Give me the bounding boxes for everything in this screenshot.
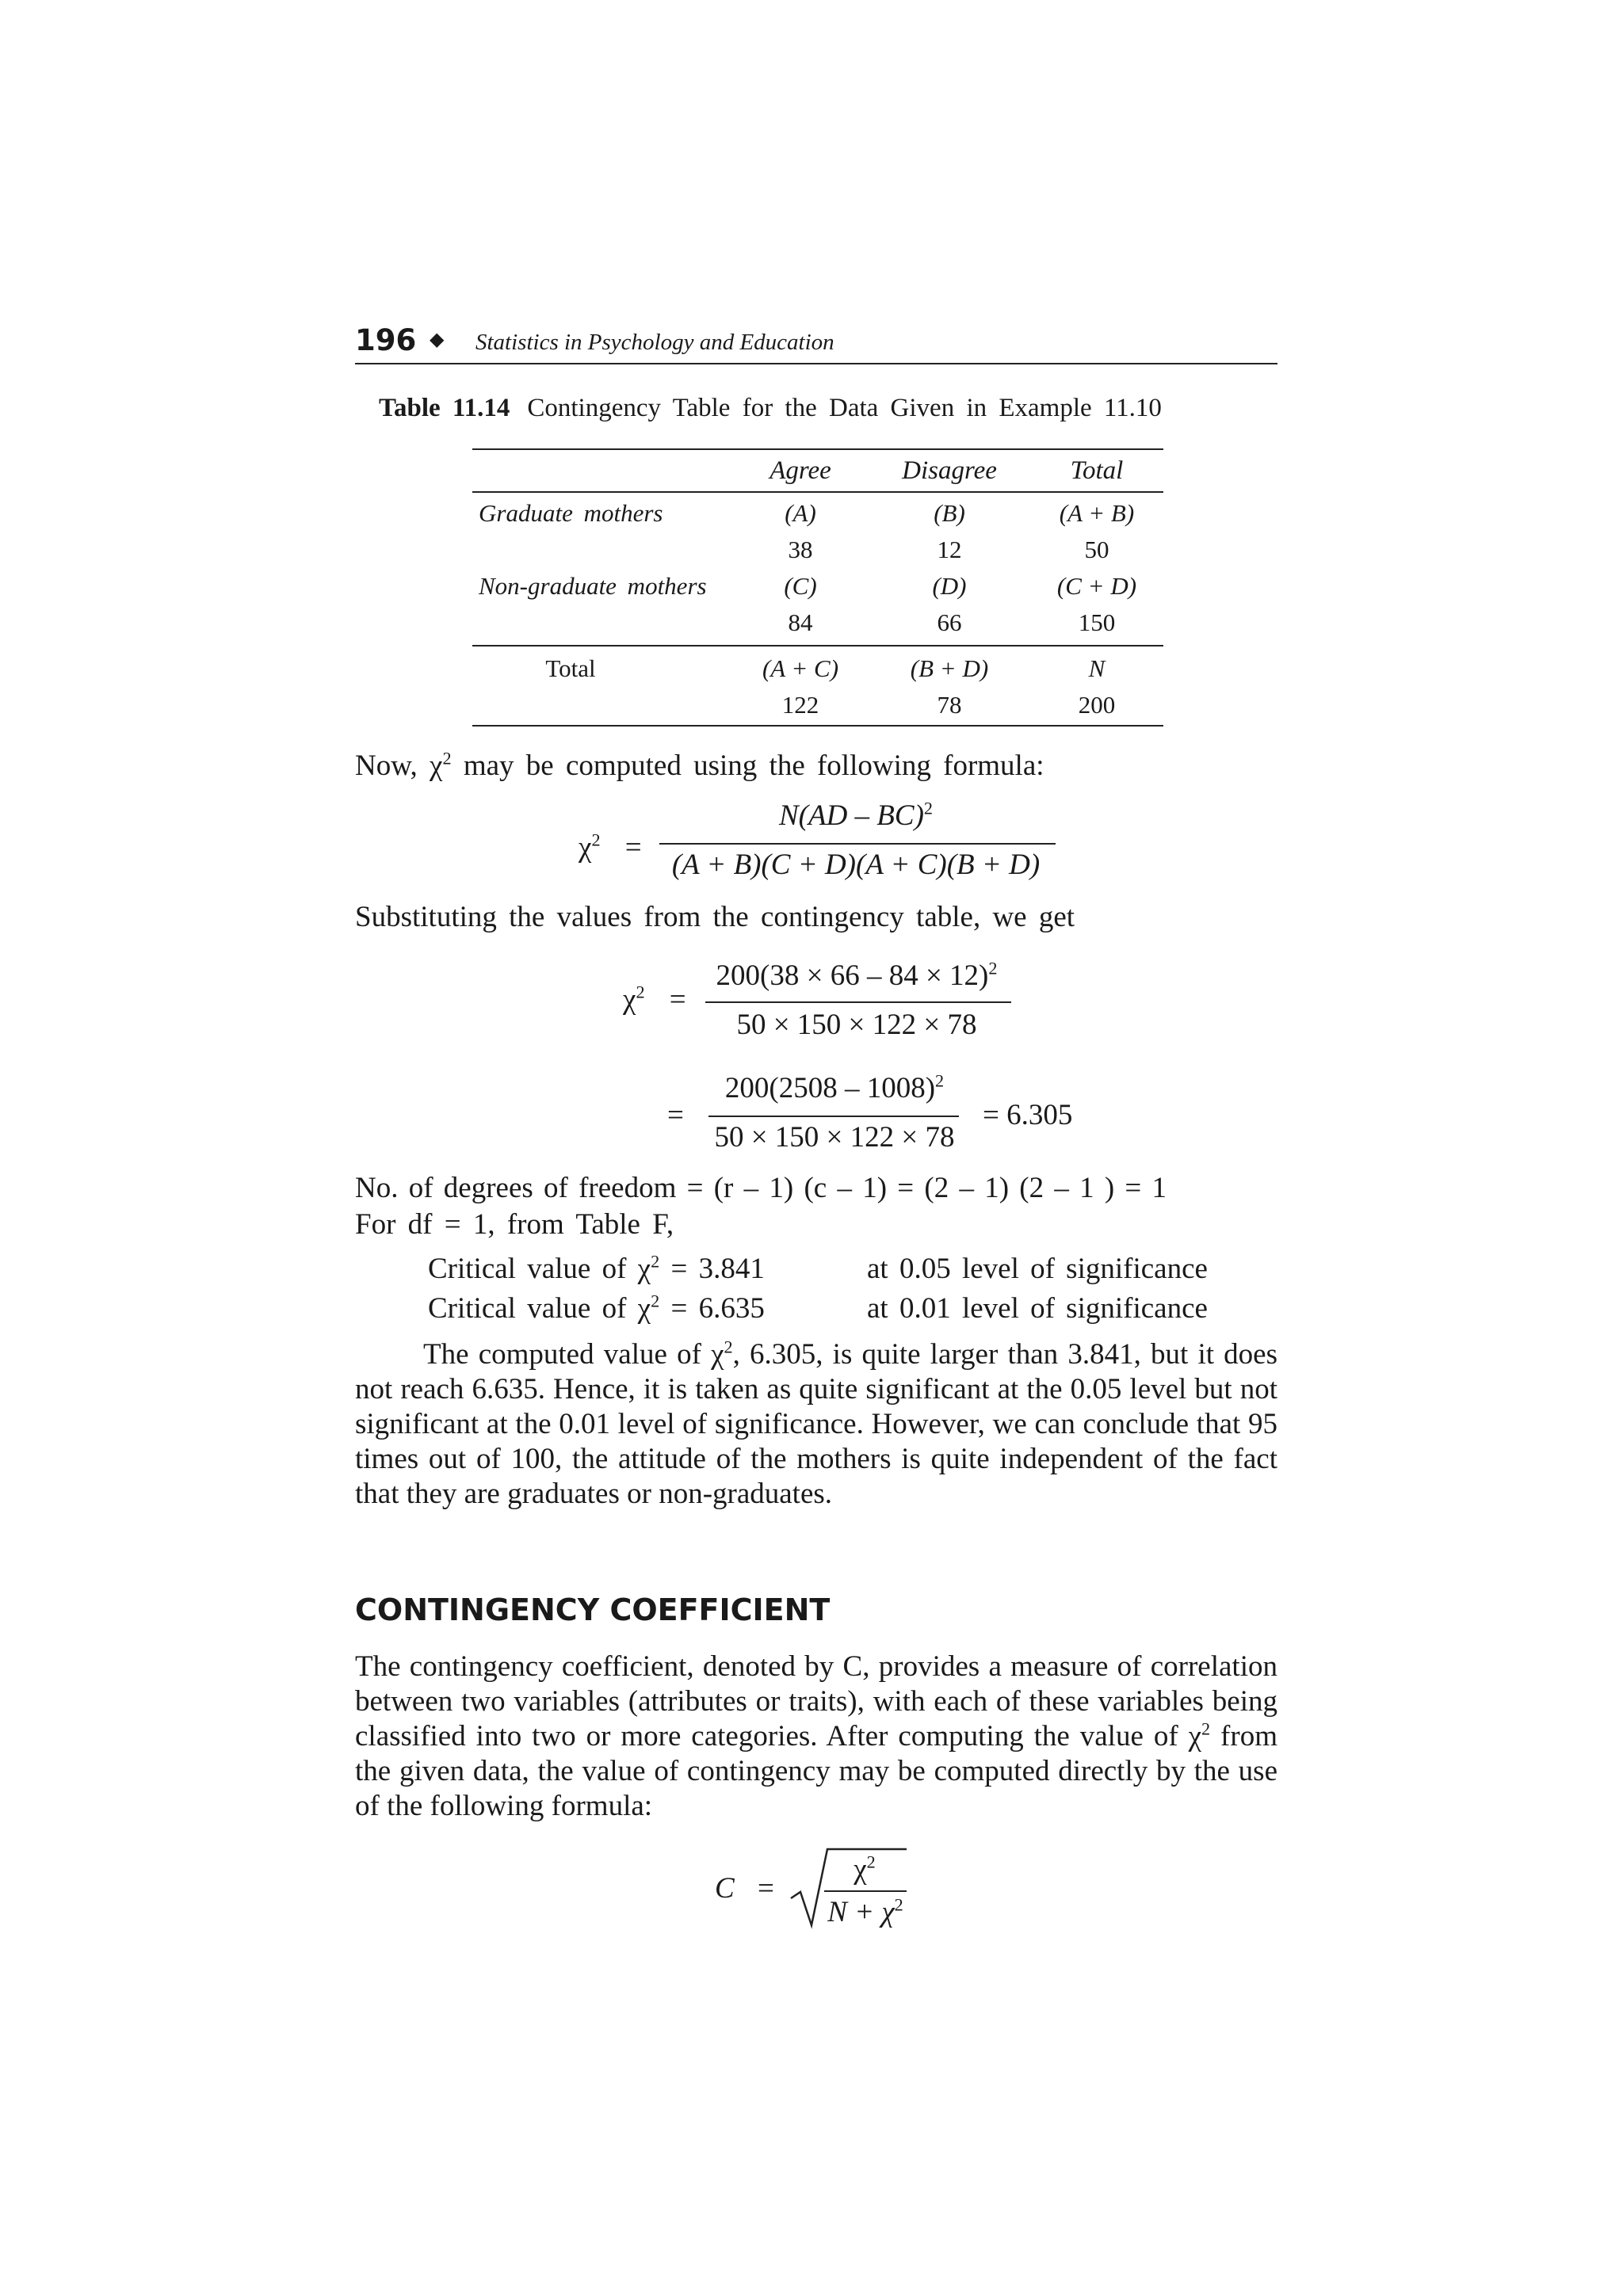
table-cell: 12 [937, 536, 962, 563]
table-cell: 122 [781, 691, 819, 719]
table-cell: (A + B) [1059, 499, 1135, 527]
table-cell: (A + C) [762, 654, 839, 682]
table-caption-text: Contingency Table for the Data Given in Example 11.10 [527, 394, 1162, 422]
table-cell: 78 [937, 691, 962, 719]
now-sentence: Now, $\chi^2$ may be computed using the following formula: [355, 748, 1044, 782]
critical-level-1: at 0.05 level of significance [867, 1253, 1208, 1285]
column-header-agree: Agree [769, 456, 831, 485]
fraction-bar [708, 1116, 959, 1117]
fraction-bar [705, 1001, 1011, 1003]
table-cell: 84 [788, 608, 813, 636]
critical-level-2: at 0.01 level of significance [867, 1292, 1208, 1325]
table-top-rule [472, 448, 1163, 450]
formula-2-lhs: $\chi^2$ = [623, 982, 686, 1016]
formula-c-lhs: C = [715, 1872, 774, 1905]
table-cell: (C + D) [1056, 572, 1137, 600]
header-rule [355, 363, 1277, 364]
formula-2-denominator: 50 × 150 × 122 × 78 [736, 1009, 977, 1041]
running-title: Statistics in Psychology and Education [475, 330, 834, 355]
row-label-total: Total [545, 654, 596, 682]
page-number: 196 [355, 323, 417, 357]
section-heading: CONTINGENCY COEFFICIENT [355, 1592, 831, 1627]
table-cell: 150 [1078, 608, 1116, 636]
column-header-disagree: Disagree [902, 456, 997, 485]
formula-c-denominator: $N + \chi^2$ [827, 1894, 903, 1928]
table-header-rule [472, 491, 1163, 493]
table-caption [379, 394, 1162, 423]
table-cell: 66 [937, 608, 962, 636]
formula-3-lhs: = [667, 1099, 684, 1131]
table-cell: (A) [785, 499, 816, 527]
table-cell: 50 [1084, 536, 1109, 563]
table-cell: N [1088, 654, 1106, 682]
fraction-bar [824, 1890, 907, 1892]
table-bottom-rule [472, 725, 1163, 727]
table-total-rule [472, 645, 1163, 646]
fraction-bar [659, 843, 1056, 845]
table-cell: 38 [788, 536, 813, 563]
formula-2-numerator: $200(38 \times 66 - 84 \times 12)^2$ [716, 958, 998, 992]
table-cell: (B) [934, 499, 965, 527]
degrees-of-freedom: No. of degrees of freedom = (r – 1) (c – 1) = (2 – 1) (2 – 1 ) = 1 [355, 1172, 1167, 1204]
substituting-sentence: Substituting the values from the contingency table, we get [355, 901, 1075, 933]
formula-1-numerator: N(AD – BC)$^2$ [778, 798, 934, 832]
row-label-non-graduate: Non-graduate mothers [479, 572, 707, 600]
for-df-line: For df = 1, from Table F, [355, 1208, 674, 1241]
formula-c-numerator: $\chi^2$ [854, 1852, 876, 1886]
table-caption-label: Table 11.14 [379, 394, 510, 422]
contingency-paragraph: The contingency coefficient, denoted by C, provides a measure of correlation between two variables (attributes or traits), with each of these variables being classified into two or more categories. After computing the value of $\chi^2$ from the given data, the value of contingency may be computed directly by the use of the following formula: [355, 1650, 1277, 1822]
critical-value-1: Critical value of $\chi^2 = 3.841$ [428, 1251, 765, 1285]
formula-3-numerator: 200(2508 – 1008)$^2$ [724, 1070, 945, 1104]
formula-3-result: = 6.305 [983, 1099, 1073, 1131]
conclusion-paragraph: The computed value of $\chi^2$, 6.305, is quite larger than 3.841, but it does not reach 6.635. Hence, it is taken as quite significant at the 0.05 level but not significant at the 0.01 level of significance. However, we can conclude that 95 times out of 100, the attitude of the mothers is quite independent of the fact that they are graduates or non-graduates. [355, 1337, 1278, 1510]
table-cell: (C) [784, 572, 817, 600]
row-label-graduate: Graduate mothers [479, 499, 663, 527]
diamond-icon: ◆ [430, 330, 445, 350]
table-cell: 200 [1078, 691, 1116, 719]
table-cell: (D) [932, 572, 967, 600]
column-header-total: Total [1070, 456, 1124, 485]
formula-1-lhs: $\chi^2$ = [579, 830, 642, 864]
formula-3-denominator: 50 × 150 × 122 × 78 [714, 1121, 955, 1154]
critical-value-2: Critical value of $\chi^2 = 6.635$ [428, 1291, 765, 1325]
formula-1-denominator: (A + B)(C + D)(A + C)(B + D) [671, 849, 1041, 881]
table-cell: (B + D) [910, 654, 989, 682]
